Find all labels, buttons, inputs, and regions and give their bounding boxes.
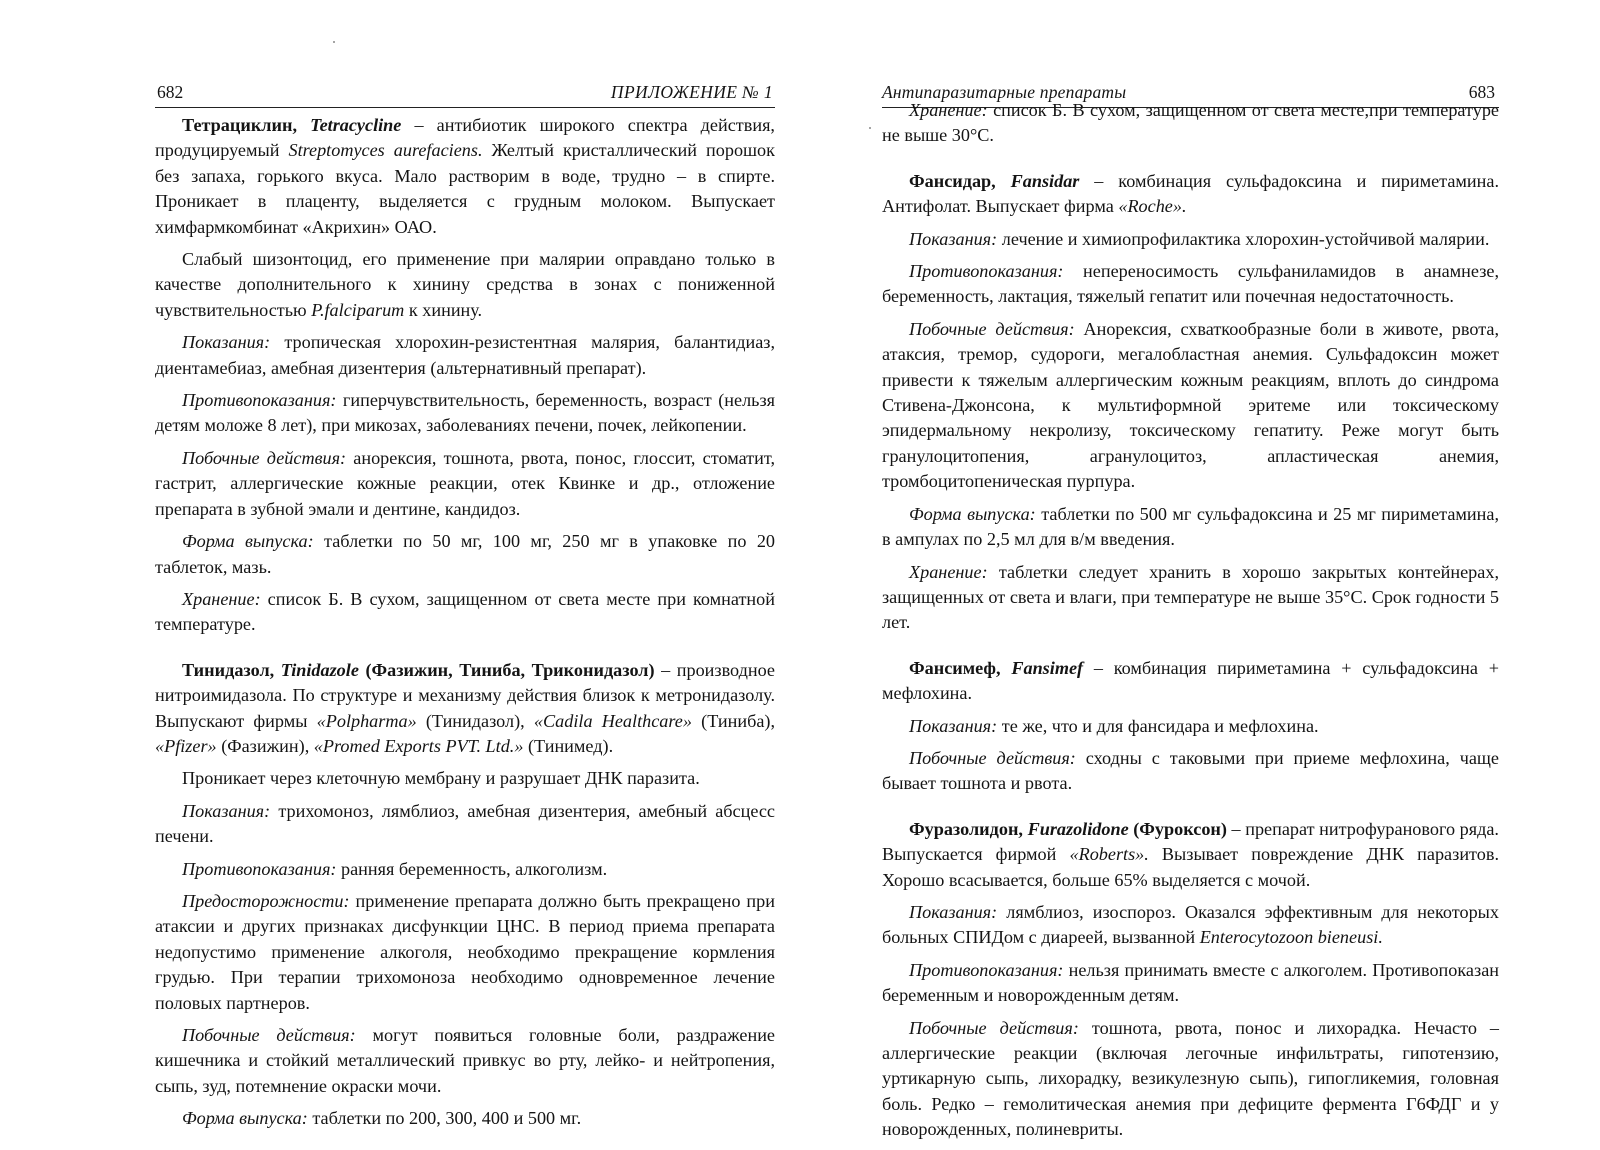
italic-run: Побочные действия:	[182, 1025, 356, 1045]
text-run: нельзя принимать вместе с алкоголем. Противопоказан беременным и новорожденным детям.	[882, 959, 1499, 1006]
left-page	[155, 0, 775, 1137]
page-number: 683	[1468, 82, 1495, 102]
text-run: список Б. В сухом, защищенном от света месте,при температуре не выше 30°С.	[882, 100, 1499, 146]
italic-run: Показания:	[182, 800, 271, 821]
bold-run: Фуразолидон,	[909, 818, 1028, 839]
right-page-body	[882, 98, 1499, 1150]
text-run: – комбинация пириметамина + сульфадоксина + мефлохина.	[882, 657, 1500, 704]
text-run: тропическая хлорохин-резистентная малярия, балантидиаз, диентамебиаз, амебная дизентерия (альтернативный препарат).	[155, 332, 775, 378]
text-run: (Тинидазол),	[416, 710, 534, 731]
italic-run: Побочные действия:	[182, 447, 347, 468]
text-run: – комбинация сульфадоксина и пириметамина. Антифолат. Выпускает фирма	[882, 170, 1499, 217]
paragraph	[882, 502, 1499, 553]
paragraph	[155, 247, 775, 323]
paragraph	[882, 958, 1499, 1009]
italic-run: «Pfizer»	[155, 735, 217, 756]
text-run: Проникает через клеточную мембрану и разрушает ДНК паразита.	[182, 768, 700, 789]
bold-run: (Фазижин, Тиниба, Триконидазол)	[358, 659, 655, 680]
text-run: ранняя беременность, алкоголизм.	[336, 858, 608, 879]
italic-run: Противопоказания:	[182, 390, 337, 411]
italic-run: Показания:	[182, 332, 271, 353]
italic-run: «Cadila Healthcare»	[533, 710, 692, 731]
text-run: Желтый кристаллический порошок без запаха, горького вкуса. Мало растворим в воде, трудно – в спирте. Проникает в плаценту, выделяется с грудным молоком. Выпускает химфармкомбинат «Акрихин» ОАО.	[155, 140, 775, 237]
paragraph	[155, 446, 775, 522]
text-run: (Тинимед).	[523, 735, 614, 756]
bold-run: Фансимеф,	[909, 657, 1012, 678]
paragraph	[882, 817, 1499, 893]
text-run: трихомоноз, лямблиоз, амебная дизентерия, амебный абсцесс печени.	[155, 800, 775, 847]
paragraph	[882, 259, 1499, 310]
italic-run: Показания:	[909, 901, 998, 922]
bold-run: Furazolidone	[1027, 818, 1129, 839]
paragraph	[882, 900, 1499, 951]
text-run: лечение и химиопрофилактика хлорохин-устойчивой малярии.	[997, 228, 1490, 249]
text-run: к хинину.	[404, 299, 483, 320]
bold-run: Fansimef	[1011, 657, 1084, 678]
italic-run: Streptomyces aurefaciens.	[288, 140, 483, 161]
text-run: те же, что и для фансидара и мефлохина.	[997, 715, 1319, 736]
text-run: (Тиниба),	[691, 710, 776, 731]
italic-run: Противопоказания:	[909, 261, 1064, 282]
text-run: таблетки по 200, 300, 400 и 500 мг.	[307, 1108, 582, 1129]
italic-run: Форма выпуска:	[182, 1108, 308, 1129]
italic-run: Противопоказания:	[909, 959, 1064, 980]
page-number: 682	[157, 82, 184, 102]
paragraph	[155, 766, 775, 791]
paragraph	[882, 656, 1499, 707]
paragraph	[882, 1016, 1499, 1143]
italic-run: Хранение:	[909, 100, 988, 120]
text-run: – антибиотик широкого спектра действия, продуцируемый	[155, 115, 775, 161]
text-run: применение препарата должно быть прекращено при атаксии и других признаках дисфункции ЦНС. В период приема препарата недопустимо применение алкоголя, необходимо прекращение кормления грудью. При терапии трихомоноза необходимо одновременное лечение половых партнеров.	[155, 890, 775, 1013]
italic-run: Форма выпуска:	[182, 531, 314, 552]
text-run: таблетки по 500 мг сульфадоксина и 25 мг пириметамина, в ампулах по 2,5 мл для в/м введения.	[882, 503, 1499, 550]
right-page	[882, 0, 1500, 1140]
italic-run: «Roberts».	[1069, 844, 1149, 865]
italic-run: Хранение:	[909, 561, 988, 582]
text-run: – препарат нитрофуранового ряда. Выпускается фирмой	[882, 818, 1499, 865]
text-run: таблетки следует хранить в хорошо закрытых контейнерах, защищенных от света и влаги, при температуре не выше 35°С. Срок годности 5 лет.	[882, 561, 1499, 633]
italic-run: Enterocytozoon bieneusi.	[1199, 927, 1383, 948]
paragraph	[155, 113, 775, 240]
paragraph	[882, 560, 1499, 636]
text-run: – производное нитроимидазола. По структуре и механизму действия близок к метронидазолу. Выпускают фирмы	[155, 659, 776, 731]
italic-run: Показания:	[909, 228, 998, 249]
paragraph	[882, 98, 1499, 149]
text-run: сходны с таковыми при приеме мефлохина, чаще бывает тошнота и рвота.	[882, 747, 1499, 794]
bold-run: Тинидазол,	[182, 659, 281, 680]
bold-run: Fansidar	[1010, 170, 1080, 191]
paragraph	[155, 857, 775, 882]
italic-run: Форма выпуска:	[909, 503, 1036, 524]
text-run: могут появиться головные боли, раздражение кишечника и стойкий металлический привкус во рту, лейко- и нейтропения, сыпь, зуд, потемнение окраски мочи.	[155, 1025, 776, 1096]
text-run: Анорексия, схваткообразные боли в животе, рвота, атаксия, тремор, судороги, мегалобластная анемия. Сульфадоксин может привести к тяжелым аллергическим кожным реакциям, вплоть до синдрома Стивена-Джонсона, к мультиформной эритеме или токсическому эпидермальному некролизу, токсическому гепатиту. Реже могут быть гранулоцитопения, агранулоцитоз, апластическая анемия, тромбоцитопеническая пурпура.	[882, 318, 1500, 492]
scan-speck	[333, 41, 335, 43]
text-run: (Фазижин),	[216, 735, 314, 756]
paragraph	[155, 658, 775, 760]
text-run: Вызывает повреждение ДНК паразитов. Хорошо всасывается, больше 65% выделяется с мочой.	[882, 844, 1499, 890]
bold-run: Тетрациклин,	[182, 115, 311, 135]
text-run: Слабый шизонтоцид, его применение при малярии оправдано только в качестве дополнительного к хинину средства в зонах с пониженной чувствительностью	[155, 249, 775, 320]
italic-run: «Promed Exports PVT. Ltd.»	[313, 735, 524, 756]
text-run: анорексия, тошнота, рвота, понос, глоссит, стоматит, гастрит, аллергические кожные реакции, отек Квинке и др., отложение препарата в зубной эмали и дентине, кандидоз.	[155, 447, 775, 519]
italic-run: «Polpharma»	[316, 710, 417, 731]
paragraph	[155, 529, 775, 580]
paragraph	[882, 169, 1499, 220]
paragraph	[155, 388, 775, 439]
scan-speck	[869, 127, 871, 129]
italic-run: Побочные действия:	[909, 318, 1075, 339]
paragraph	[155, 889, 775, 1016]
italic-run: P.falciparum	[311, 299, 405, 320]
paragraph	[155, 587, 775, 638]
text-run: список Б. В сухом, защищенном от света месте при комнатной температуре.	[155, 588, 775, 635]
paragraph	[155, 1023, 775, 1099]
left-running-head	[155, 81, 775, 108]
italic-run: Хранение:	[182, 588, 261, 609]
text-run: тошнота, рвота, понос и лихорадка. Нечасто – аллергические реакции (включая легочные инфильтраты, гипотензию, уртикарную сыпь, лихорадку, везикулезную сыпь), гипогликемия, головная боль. Редко – гемолитическая анемия при дефиците фермента Г6ФДГ и у новорожденных, полиневриты.	[882, 1017, 1499, 1140]
paragraph	[155, 799, 775, 850]
italic-run: Предосторожности:	[182, 890, 350, 911]
bold-run: Tinidazole	[280, 659, 359, 680]
left-page-body	[155, 113, 775, 1139]
running-title: Антипаразитарные препараты	[882, 82, 1127, 102]
paragraph	[882, 227, 1499, 252]
paragraph	[882, 317, 1499, 495]
italic-run: Побочные действия:	[909, 747, 1076, 768]
italic-run: Противопоказания:	[182, 858, 337, 879]
text-run: лямблиоз, изоспороз. Оказался эффективным для некоторых больных СПИДом с диареей, вызванной	[882, 901, 1499, 948]
italic-run: Побочные действия:	[909, 1017, 1079, 1038]
text-run: гиперчувствительность, беременность, возраст (нельзя детям моложе 8 лет), при микозах, заболеваниях печени, почек, лейкопении.	[155, 390, 775, 436]
running-title: ПРИЛОЖЕНИЕ № 1	[610, 82, 773, 102]
italic-run: Показания:	[909, 715, 998, 736]
italic-run: «Roche».	[1118, 196, 1187, 217]
paragraph	[882, 746, 1499, 797]
text-run: непереносимость сульфаниламидов в анамнезе, беременность, лактация, тяжелый гепатит или почечная недостаточность.	[882, 261, 1499, 307]
bold-run: Tetracycline	[310, 115, 402, 135]
bold-run: Фансидар,	[909, 170, 1011, 191]
paragraph	[155, 330, 775, 381]
paragraph	[882, 714, 1499, 739]
paragraph	[155, 1106, 775, 1131]
text-run: таблетки по 50 мг, 100 мг, 250 мг в упаковке по 20 таблеток, мазь.	[155, 531, 776, 577]
bold-run: (Фуроксон)	[1128, 818, 1227, 839]
